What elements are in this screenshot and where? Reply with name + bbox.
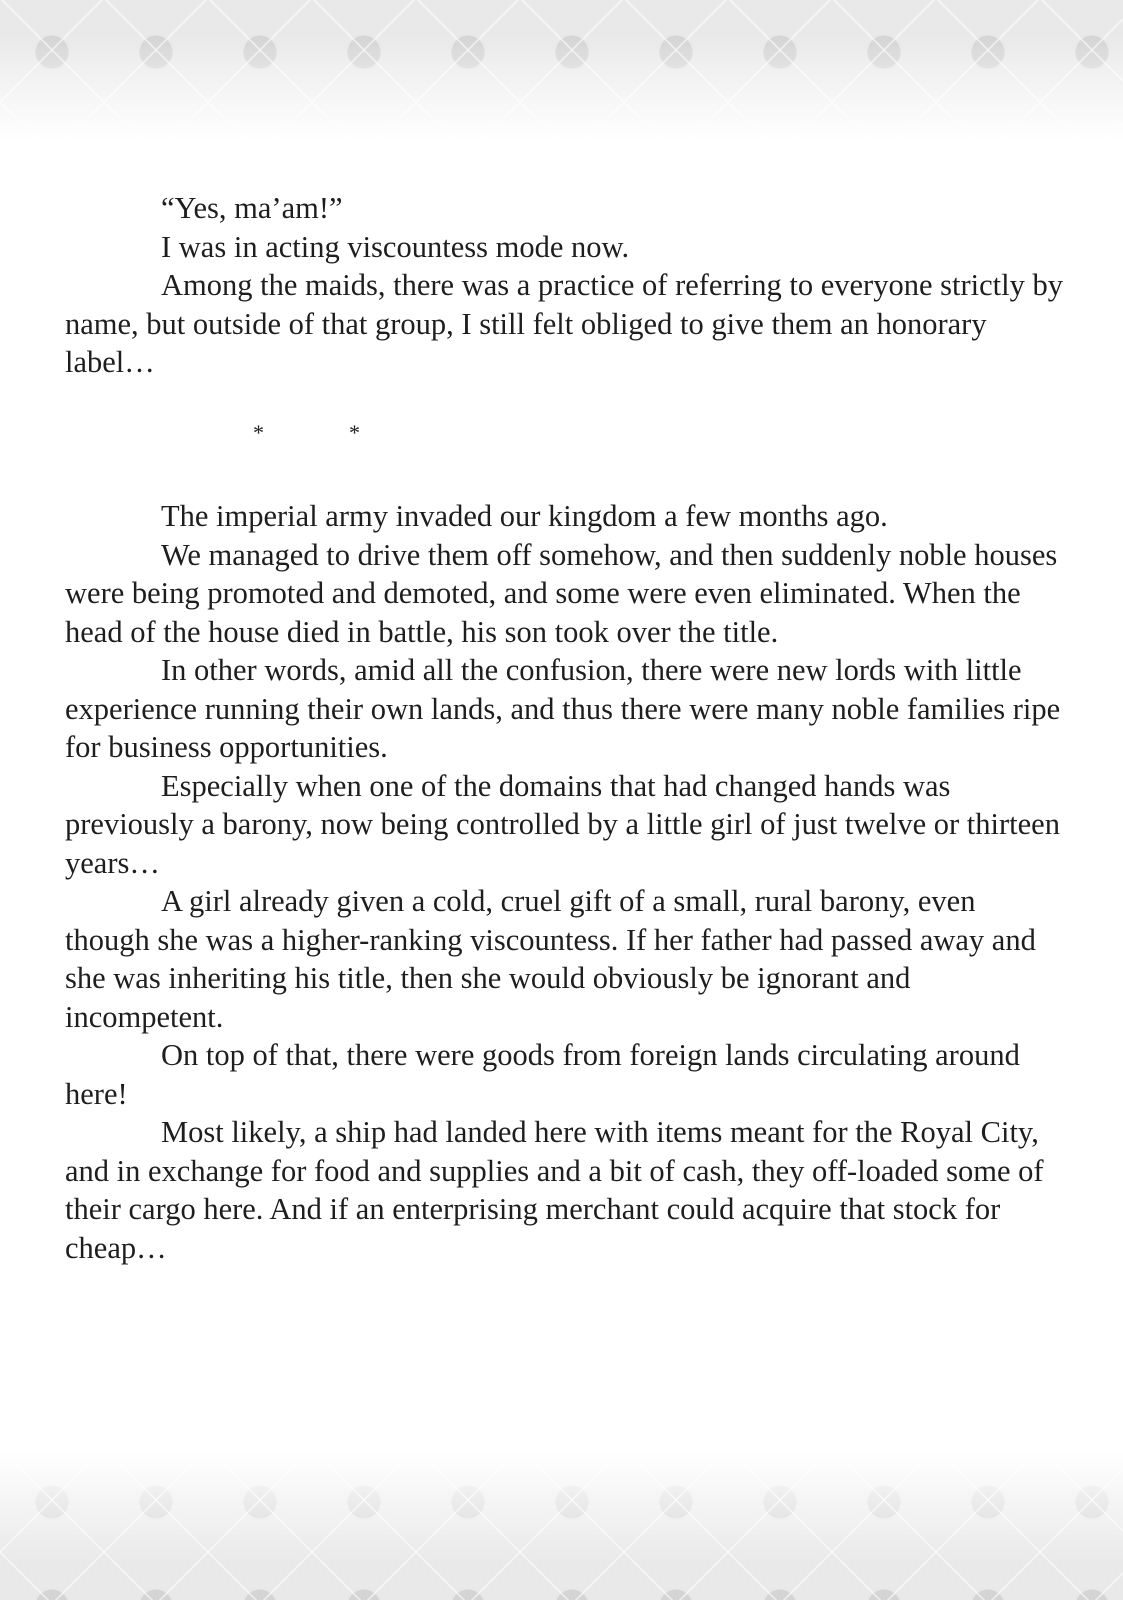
decorative-footer-pattern	[0, 1450, 1123, 1600]
paragraph: A girl already given a cold, cruel gift of a small, rural barony, even though she was a higher-ranking viscountess. If her father had passed away and she was inheriting his title, then she would obviously be ignorant and incompetent.	[65, 884, 1036, 1034]
text-block-top	[65, 189, 1065, 382]
paragraph: Most likely, a ship had landed here with items meant for the Royal City, and in exchange for food and supplies and a bit of cash, they off-loaded some of their cargo here. And if an enterprising merchant could acquire that stock for cheap…	[65, 1115, 1044, 1265]
decorative-header-pattern	[0, 0, 1123, 140]
scene-break-asterisk: *	[349, 420, 360, 445]
paragraph: On top of that, there were goods from foreign lands circulating around here!	[65, 1038, 1020, 1111]
paragraph: Among the maids, there was a practice of referring to everyone strictly by name, but outside of that group, I still felt obliged to give them an honorary label…	[65, 268, 1063, 379]
scene-break	[0, 420, 1123, 450]
paragraph: I was in acting viscountess mode now.	[161, 229, 630, 264]
paragraph: Especially when one of the domains that had changed hands was previously a barony, now being controlled by a little girl of just twelve or thirteen years…	[65, 768, 1060, 880]
paragraph: The imperial army invaded our kingdom a few months ago.	[161, 499, 888, 533]
paragraph: In other words, amid all the confusion, there were new lords with little experience running their own lands, and thus there were many noble families ripe for business opportunities.	[65, 653, 1061, 764]
scene-break-asterisk: *	[253, 420, 264, 445]
paragraph: “Yes, ma’am!”	[161, 191, 343, 225]
paragraph: We managed to drive them off somehow, and then suddenly noble houses were being promoted and demoted, and some were even eliminated. When the head of the house died in battle, his son took over the title.	[65, 537, 1058, 649]
text-block-main	[65, 497, 1065, 1267]
